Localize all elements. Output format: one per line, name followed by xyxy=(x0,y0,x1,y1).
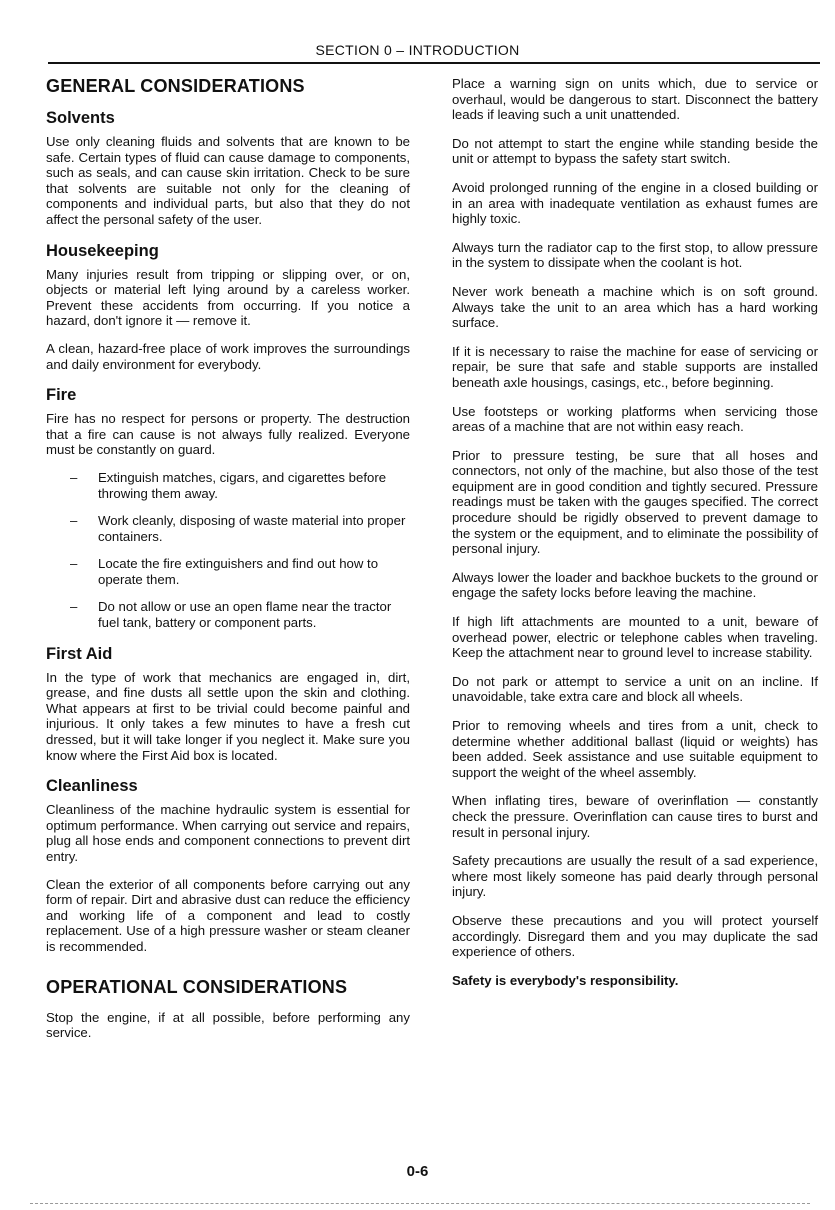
safety-paragraph: Always turn the radiator cap to the first stop, to allow pressure in the system to dissipate when the coolant is hot. xyxy=(452,239,818,271)
safety-paragraph: When inflating tires, beware of overinflation — constantly check the pressure. Overinflation can cause tires to burst and result in personal injury. xyxy=(452,793,818,840)
fire-paragraph: Fire has no respect for persons or property. The destruction that a fire can cause is not always fully realized. Everyone must be constantly on guard. xyxy=(46,411,410,458)
safety-paragraph: Always lower the loader and backhoe buckets to the ground or engage the safety locks before leaving the machine. xyxy=(452,569,818,601)
list-item xyxy=(46,470,410,501)
first-aid-paragraph: In the type of work that mechanics are engaged in, dirt, grease, and fine dusts all settle upon the skin and clothing. What appears at first to be trivial could become painful and injurious. It only takes a few minutes to have a fresh cut dressed, but it will take longer if you neglect it. Make sure you know where the First Aid box is located. xyxy=(46,669,410,763)
safety-paragraph: Prior to pressure testing, be sure that all hoses and connectors, not only of the machine, but also those of the test equipment are in good condition and tightly secured. Pressure readings must be taken with the gauges specified. The correct procedure should be rigidly observed to prevent damage to the system or the equipment, and to eliminate the possibility of personal injury. xyxy=(452,447,818,557)
section-header: SECTION 0 – INTRODUCTION xyxy=(315,42,520,58)
list-item-text: Work cleanly, disposing of waste material into proper containers. xyxy=(98,513,406,544)
housekeeping-paragraph-2: A clean, hazard-free place of work improves the surroundings and daily environment for everybody. xyxy=(46,340,410,372)
dash-marker: – xyxy=(70,599,78,615)
left-column xyxy=(46,76,410,1053)
safety-paragraph: Do not park or attempt to service a unit on an incline. If unavoidable, take extra care and block all wheels. xyxy=(452,673,818,705)
list-item-text: Locate the fire extinguishers and find out how to operate them. xyxy=(98,556,379,587)
solvents-heading: Solvents xyxy=(46,109,115,127)
header-rule xyxy=(48,62,820,64)
list-item-text: Do not allow or use an open flame near the tractor fuel tank, battery or component parts. xyxy=(98,599,392,631)
cleanliness-heading: Cleanliness xyxy=(46,777,138,796)
cleanliness-paragraph-1: Cleanliness of the machine hydraulic system is essential for optimum performance. When carrying out service and repairs, plug all hose ends and component connections to prevent dirt entry. xyxy=(46,802,410,864)
housekeeping-heading: Housekeeping xyxy=(46,241,159,260)
operational-paragraph: Stop the engine, if at all possible, before performing any service. xyxy=(46,1009,410,1041)
cleanliness-paragraph-2: Clean the exterior of all components before carrying out any form of repair. Dirt and abrasive dust can reduce the efficiency and working life of a component and lead to costly replacement. Use of a high pressure washer or steam cleaner is recommended. xyxy=(46,876,410,954)
dash-marker: – xyxy=(70,469,78,485)
operational-considerations-heading: OPERATIONAL CONSIDERATIONS xyxy=(46,976,348,997)
safety-paragraph: If it is necessary to raise the machine for ease of servicing or repair, be sure that safe and stable supports are installed beneath axle housings, casings, etc., before beginning. xyxy=(452,343,818,390)
list-item-text: Extinguish matches, cigars, and cigarettes before throwing them away. xyxy=(98,469,387,501)
safety-paragraph: Do not attempt to start the engine while standing beside the unit or attempt to bypass the safety start switch. xyxy=(452,135,818,167)
list-item xyxy=(46,513,410,544)
footer-rule xyxy=(30,1203,810,1205)
solvents-paragraph: Use only cleaning fluids and solvents that are known to be safe. Certain types of fluid can cause damage to components, such as seals, and can cause skin irritation. Check to be sure that solvents are suitable not only for the cleaning of components and individual parts, but also that they do not affect the personal safety of the user. xyxy=(46,134,410,227)
safety-paragraph: Never work beneath a machine which is on soft ground. Always take the unit to an area which has a hard working surface. xyxy=(452,283,818,331)
safety-paragraph: Observe these precautions and you will protect yourself accordingly. Disregard them and you may duplicate the sad experience of others. xyxy=(452,912,818,960)
safety-paragraph: Use footsteps or working platforms when servicing those areas of a machine that are not within easy reach. xyxy=(452,403,818,435)
first-aid-heading: First Aid xyxy=(46,644,113,663)
safety-paragraph: Place a warning sign on units which, due to service or overhaul, would be dangerous to start. Disconnect the battery leads if leaving such a unit unattended. xyxy=(452,76,818,123)
list-item xyxy=(46,556,410,587)
safety-paragraph: Avoid prolonged running of the engine in a closed building or in an area with inadequate ventilation as exhaust fumes are highly toxic. xyxy=(452,179,818,227)
fire-heading: Fire xyxy=(46,386,77,405)
safety-paragraph: If high lift attachments are mounted to a unit, beware of overhead power, electric or telephone cables when traveling. Keep the attachment near to ground level to increase stability. xyxy=(452,614,818,661)
safety-closing-statement: Safety is everybody's responsibility. xyxy=(452,972,679,988)
page-number: 0-6 xyxy=(406,1163,429,1180)
list-item xyxy=(46,599,410,630)
fire-list xyxy=(46,470,410,631)
dash-marker: – xyxy=(70,513,78,529)
dash-marker: – xyxy=(70,556,78,572)
general-considerations-heading: GENERAL CONSIDERATIONS xyxy=(46,76,305,96)
safety-paragraph: Safety precautions are usually the result of a sad experience, where most likely someone has paid dearly through personal injury. xyxy=(452,853,818,900)
housekeeping-paragraph-1: Many injuries result from tripping or slipping over, or on, objects or material left lying around by a careless worker. Prevent these accidents from occurring. If you notice a hazard, don't ignore it — remove it. xyxy=(46,266,410,329)
safety-paragraph: Prior to removing wheels and tires from a unit, check to determine whether additional ballast (liquid or weights) has been added. Seek assistance and use suitable equipment to support the weight of the wheel assembly. xyxy=(452,718,818,780)
right-column xyxy=(452,76,818,1001)
